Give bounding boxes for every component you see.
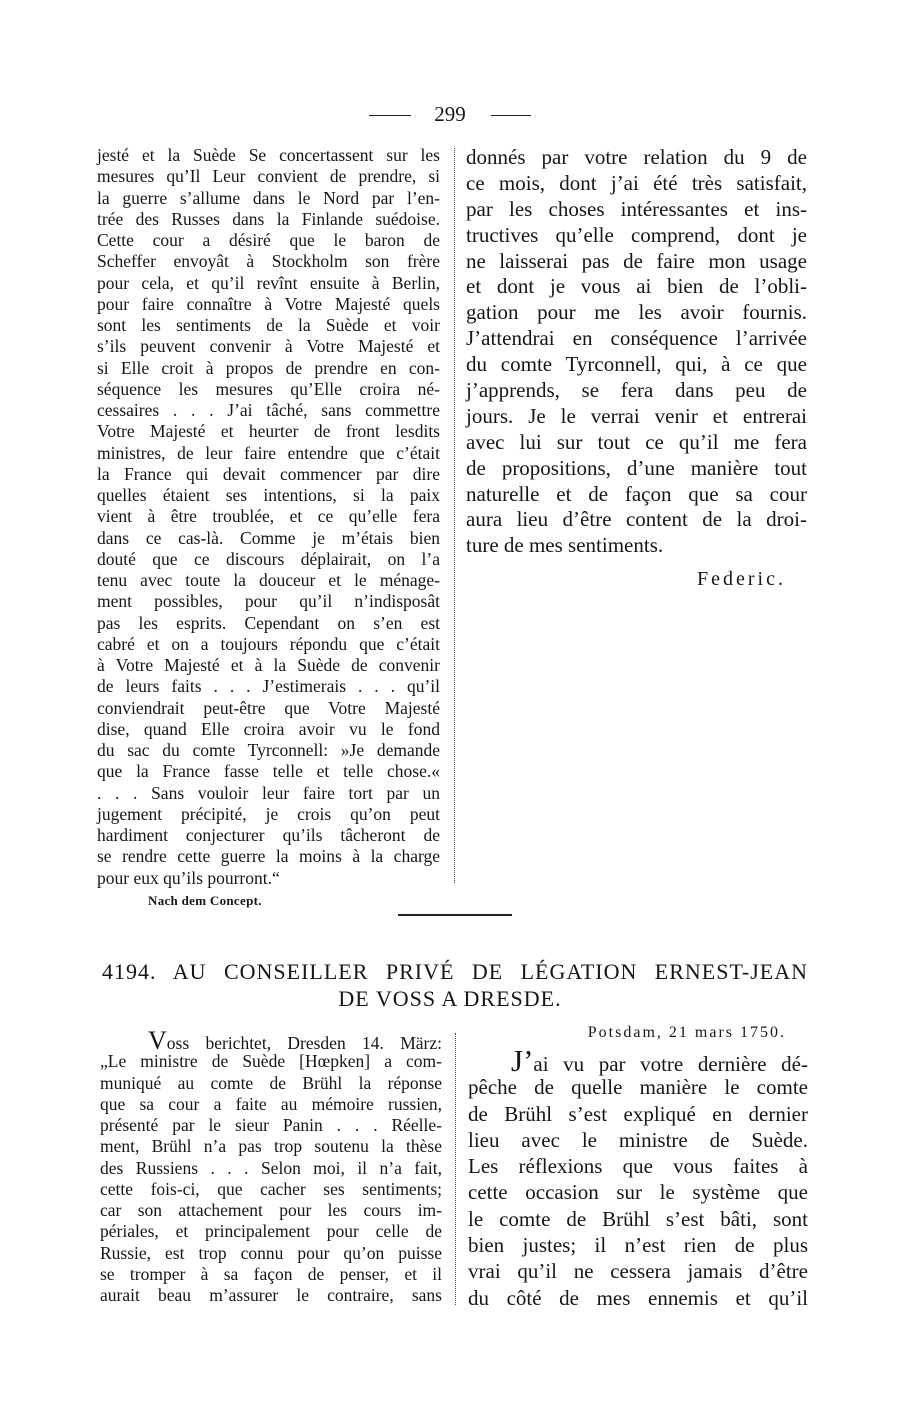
text-line: quelles étaient ses intentions, si la paix	[97, 485, 440, 505]
text-line: J’attendrai en conséquence l’arrivée	[466, 326, 807, 351]
text-line: si Elle croit à propos de prendre en con-	[97, 357, 440, 378]
text-line: Les réflexions que vous faites à	[468, 1154, 808, 1179]
text-line: naturelle et de façon que sa cour	[466, 481, 807, 506]
text-line: que sa cour a faite au mémoire russien,	[100, 1093, 442, 1114]
text-line: séquence les mesures qu’Elle croira né-	[97, 378, 440, 399]
lower-report-column	[100, 1026, 442, 1306]
text-line: du comte Tyrconnell, qui, à ce que	[466, 352, 807, 377]
source-note: Nach dem Concept.	[148, 893, 262, 908]
text-line: que la France fasse telle et telle chose.«	[97, 761, 440, 782]
text-line: pas les esprits. Cependant on s’en est	[97, 612, 440, 633]
text-line: ne laisserai pas de faire mon usage	[466, 248, 807, 273]
text-line: par les choses intéressantes et ins-	[466, 196, 807, 221]
text-line: Votre Majesté et heurter de front lesdits	[97, 421, 440, 442]
text-line: le comte de Brühl s’est bâti, sont	[468, 1206, 808, 1231]
text-line: „Le ministre de Suède [Hœpken] a com-	[100, 1051, 442, 1072]
text-line: gation pour me les avoir fournis.	[466, 300, 807, 325]
text-line: J’ai vu par votre dernière dé-	[511, 1043, 808, 1078]
text-line: car son attachement pour les cours im-	[100, 1200, 442, 1220]
signature: Federic.	[697, 568, 786, 590]
upper-report-column	[97, 145, 440, 889]
text-line: . . . Sans vouloir leur faire tort par un	[97, 782, 440, 803]
text-line: aurait beau m’assurer le contraire, sans	[100, 1285, 442, 1305]
text-line: sont les sentiments de la Suède et voir	[97, 315, 440, 335]
column-divider	[455, 1033, 456, 1305]
text-line: Cette cour a désiré que le baron de	[97, 230, 440, 250]
text-line: vient à être troublée, et ce qu’elle fera	[97, 506, 440, 527]
text-line: de Brühl s’est expliqué en dernier	[468, 1101, 808, 1126]
text-line: aura lieu d’être content de la droi-	[466, 507, 807, 532]
text-line: jours. Je le verrai venir et entrerai	[466, 403, 807, 428]
text-line: dans ce cas-là. Comme je m’étais bien	[97, 527, 440, 548]
text-line: Scheffer envoyât à Stockholm son frère	[97, 251, 440, 272]
text-line: cette occasion sur le système que	[468, 1180, 808, 1205]
text-line: ce mois, dont j’ai été très satisfait,	[466, 170, 807, 195]
letter-heading: 4194. AU CONSEILLER PRIVÉ DE LÉGATION ERNEST-JEAN	[102, 959, 808, 984]
column-divider	[454, 148, 455, 883]
text-line: périales, et principalement pour celle de	[100, 1221, 442, 1242]
text-line: et dont je vous ai bien de l’obli-	[466, 274, 807, 299]
upper-reply-column	[466, 145, 807, 559]
text-line: ministres, de leur faire entendre que c’était	[97, 442, 440, 463]
text-line: muniqué au comte de Brühl la réponse	[100, 1072, 442, 1093]
lower-reply-column	[468, 1043, 808, 1311]
text-line: vrai qu’il ne cessera jamais d’être	[468, 1259, 808, 1284]
text-line: pêche de quelle manière le comte	[468, 1075, 808, 1100]
text-line: tructives qu’elle comprend, dont je	[466, 222, 807, 247]
letter-heading-continued: DE VOSS A DRESDE.	[338, 986, 562, 1011]
text-line: cette fois-ci, que cacher ses sentiments;	[100, 1178, 442, 1199]
header-rule-right	[491, 115, 531, 116]
text-line: la guerre s’allume dans le Nord par l’en-	[97, 187, 440, 208]
text-line: pour faire connaître à Votre Majesté quels	[97, 293, 440, 314]
section-rule	[398, 914, 512, 916]
text-line: hardiment conjecturer qu’ils tâcheront de	[97, 825, 440, 845]
text-line: mesures qu’Il Leur convient de prendre, si	[97, 166, 440, 187]
text-line: se rendre cette guerre la moins à la charge	[97, 846, 440, 867]
text-line: douté que ce discours déplairait, on l’a	[97, 548, 440, 569]
text-line: trée des Russes dans la Finlande suédoise.	[97, 208, 440, 229]
dateline: Potsdam, 21 mars 1750.	[587, 1024, 786, 1041]
text-line: du côté de mes ennemis et qu’il	[468, 1285, 808, 1310]
text-line: ment, Brühl n’a pas trop soutenu la thèse	[100, 1136, 442, 1157]
text-line: jesté et la Suède Se concertassent sur les	[97, 145, 440, 165]
text-line: pour cela, et qu’il revînt ensuite à Berlin,	[97, 272, 440, 293]
text-line: se tromper à sa façon de penser, et il	[100, 1263, 442, 1284]
text-line: à Votre Majesté et à la Suède de convenir	[97, 655, 440, 675]
text-line: pour eux qu’ils pourront.“	[97, 867, 280, 888]
text-line: ment possibles, pour qu’il n’indisposât	[97, 591, 440, 612]
text-line: dise, quand Elle croira avoir vu le fond	[97, 718, 440, 739]
text-line: présenté par le sieur Panin . . . Réelle-	[100, 1115, 442, 1135]
text-line: avec lui sur tout ce qu’il me fera	[466, 429, 807, 454]
text-line: bien justes; il n’est rien de plus	[468, 1233, 808, 1258]
text-line: la France qui devait commencer par dire	[97, 463, 440, 484]
text-line: de propositions, d’une manière tout	[466, 455, 807, 480]
text-line: j’apprends, se fera dans peu de	[466, 378, 807, 403]
text-line: conviendrait peut-être que Votre Majesté	[97, 697, 440, 718]
text-line: Voss berichtet, Dresden 14. März:	[148, 1026, 442, 1055]
text-line: ture de mes sentiments.	[466, 533, 664, 558]
text-line: donnés par votre relation du 9 de	[466, 145, 807, 169]
text-line: de leurs faits . . . J’estimerais . . . qu’il	[97, 676, 440, 697]
text-line: Russie, est trop connu pour qu’on puisse	[100, 1242, 442, 1263]
text-line: des Russiens . . . Selon moi, il n’a fait,	[100, 1157, 442, 1178]
text-line: cessaires . . . J’ai tâché, sans commettre	[97, 400, 440, 420]
text-line: cabré et on a toujours répondu que c’était	[97, 633, 440, 654]
text-line: lieu avec le ministre de Suède.	[468, 1127, 808, 1152]
text-line: jugement précipité, je crois qu’on peut	[97, 803, 440, 824]
text-line: s’ils peuvent convenir à Votre Majesté et	[97, 336, 440, 357]
text-line: du sac du comte Tyrconnell: »Je demande	[97, 740, 440, 760]
page-number: 299	[434, 102, 466, 126]
text-line: tenu avec toute la douceur et le ménage-	[97, 570, 440, 590]
